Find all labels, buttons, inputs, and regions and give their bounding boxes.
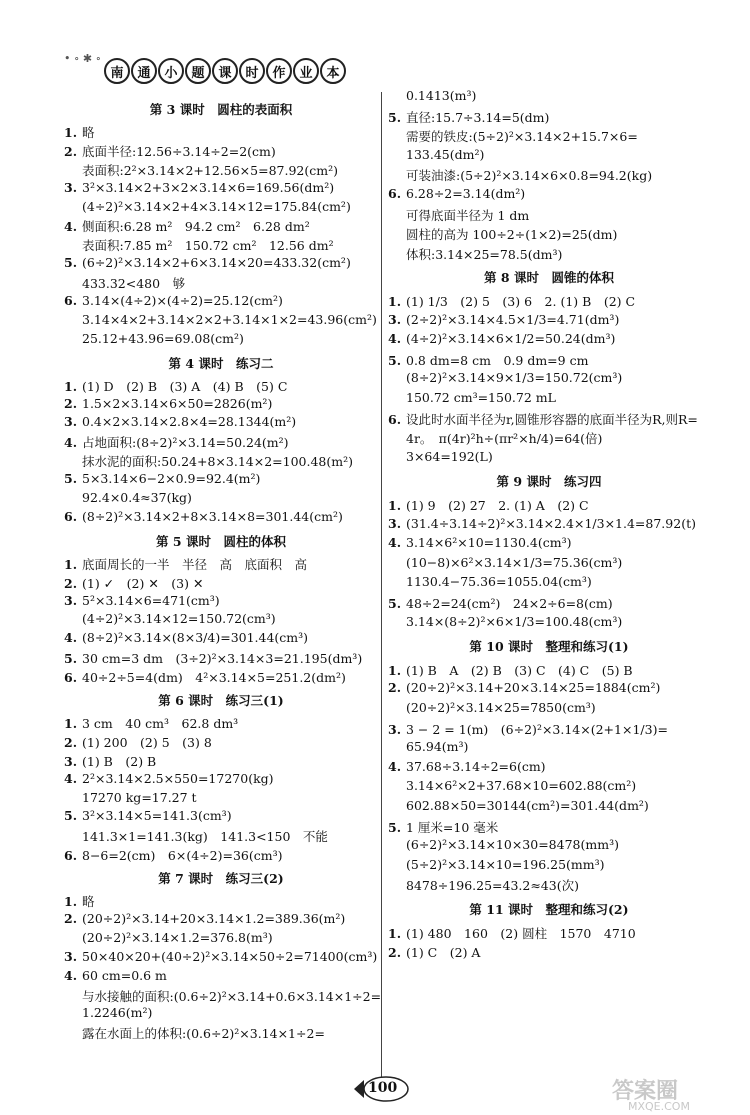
answer-line (64, 331, 244, 346)
lesson-heading: 第 7 课时 练习三(2) (158, 871, 284, 887)
question-number: 5. (64, 255, 78, 271)
answer-line (388, 720, 668, 738)
answer-text: 3²×3.14×2+3×2×3.14×6=169.56(dm²) (82, 179, 335, 195)
answer-line (64, 593, 220, 608)
answer-text: 5²×3.14×6=471(cm³) (82, 592, 220, 608)
answer-text: 8478÷196.25=43.2≈43(次) (406, 878, 579, 894)
answer-text: 133.45(dm²) (406, 146, 485, 162)
answer-text: (4÷2)²×3.14×12=150.72(cm³) (82, 611, 276, 627)
answer-line (64, 611, 276, 626)
answer-line (388, 88, 476, 103)
answer-line (64, 255, 351, 270)
answer-text: 侧面积:6.28 m² 94.2 cm² 6.28 dm² (82, 219, 310, 235)
watermark-logo: 答案圈 (612, 1079, 679, 1104)
column-divider (381, 92, 382, 1077)
answer-line (388, 370, 622, 385)
question-number: 6. (64, 293, 78, 308)
answer-text: 1 厘米=10 毫米 (406, 819, 499, 835)
question-number: 3. (388, 721, 402, 737)
answer-line (64, 668, 346, 686)
answer-line (388, 574, 592, 589)
answer-line (388, 312, 619, 327)
answer-line (388, 127, 638, 145)
answer-text: 底面半径:12.56÷3.14÷2=2(cm) (82, 143, 276, 159)
answer-text: (5÷2)²×3.14×10=196.25(mm³) (406, 856, 605, 872)
answer-line (64, 433, 289, 451)
answer-line (64, 911, 345, 926)
answer-line (64, 509, 343, 524)
answer-line (64, 649, 362, 667)
answer-line (388, 351, 588, 369)
question-number: 5. (388, 819, 402, 835)
answer-line (388, 739, 468, 754)
title-char: 作 (266, 58, 292, 84)
answer-text: 3²×3.14×5=141.3(cm³) (82, 808, 232, 824)
answer-line (64, 949, 377, 964)
title-char: 小 (158, 58, 184, 84)
question-number: 4. (388, 758, 402, 774)
lesson-heading: 第 4 课时 练习二 (168, 355, 274, 371)
answer-text: 602.88×50=30144(cm²)=301.44(dm²) (406, 798, 649, 813)
answer-line (64, 968, 167, 983)
answer-line (64, 180, 334, 195)
title-char: 课 (212, 58, 238, 84)
question-number: 1. (64, 124, 78, 140)
answer-line (388, 661, 633, 679)
answer-line (388, 516, 696, 531)
answer-line (388, 924, 636, 942)
question-number: 2. (64, 143, 78, 159)
question-number: 5. (388, 109, 402, 125)
question-number: 6. (388, 411, 402, 427)
answer-line (64, 827, 328, 845)
answer-text: (1) B A (2) B (3) C (4) C (5) B (406, 662, 633, 678)
answer-line (64, 987, 381, 1005)
answer-line (388, 108, 549, 126)
lesson-heading: 第 9 课时 练习四 (496, 474, 602, 490)
question-number: 4. (388, 331, 402, 347)
answer-text: 1.2246(m²) (82, 1005, 153, 1021)
answer-line (388, 225, 617, 243)
answer-text: 直径:15.7÷3.14=5(dm) (406, 109, 550, 125)
question-number: 4. (64, 630, 78, 646)
question-number: 4. (64, 967, 78, 983)
answer-line (64, 142, 276, 160)
answer-line (388, 206, 529, 224)
answer-line (388, 594, 613, 612)
answer-text: 占地面积:(8÷2)²×3.14=50.24(m²) (82, 435, 289, 451)
answer-line (388, 410, 698, 428)
question-number: 1. (388, 925, 402, 941)
answer-line (64, 555, 307, 573)
answer-text: 141.3×1=141.3(kg) 141.3<150 不能 (82, 829, 328, 845)
answer-text: (1) 1/3 (2) 5 (3) 6 2. (1) B (2) C (406, 294, 636, 309)
question-number: 5. (388, 352, 402, 368)
answer-line (388, 292, 635, 310)
answer-text: 25.12+43.96=69.08(cm²) (82, 330, 244, 346)
answer-text: (20÷2)²×3.14×25=7850(cm³) (406, 700, 596, 715)
answer-line (64, 396, 272, 411)
answer-line (64, 1005, 152, 1020)
answer-line (64, 808, 232, 823)
answer-line (64, 377, 287, 395)
answer-line (64, 199, 351, 214)
answer-line (64, 1024, 325, 1042)
answer-text: (1) 200 (2) 5 (3) 8 (82, 734, 212, 750)
question-number: 2. (388, 680, 402, 696)
question-number: 5. (64, 471, 78, 487)
answer-text: 圆柱的高为 100÷2÷(1×2)=25(dm) (406, 227, 618, 243)
question-number: 1. (64, 556, 78, 572)
answer-text: 4r。 π(4r)²h÷(πr²×h/4)=64(倍) (406, 431, 603, 447)
answer-line (388, 186, 525, 201)
answer-text: 40÷2÷5=4(dm) 4²×3.14×5=251.2(dm²) (82, 670, 346, 686)
answer-line (388, 759, 546, 774)
answer-text: 1.5×2×3.14×6×50=2826(m²) (82, 395, 273, 411)
answer-line (64, 274, 185, 292)
question-number: 6. (388, 186, 402, 201)
answer-line (388, 496, 589, 514)
answer-line (64, 293, 283, 308)
question-number: 3. (64, 948, 78, 964)
answer-text: 3.14×6²×10=1130.4(cm³) (406, 535, 572, 551)
answer-line (388, 680, 660, 695)
answer-line (64, 217, 310, 235)
answer-line (64, 733, 212, 751)
title-char: 本 (320, 58, 346, 84)
answer-text: 8−6=2(cm) 6×(4÷2)=36(cm³) (82, 848, 283, 864)
answer-text: (1) C (2) A (406, 945, 481, 961)
answer-line (388, 449, 493, 464)
title-char: 南 (104, 58, 130, 84)
answer-line (64, 490, 192, 505)
question-number: 1. (64, 715, 78, 731)
question-number: 4. (64, 219, 78, 235)
question-number: 5. (388, 596, 402, 611)
lesson-heading: 第 10 课时 整理和练习(1) (469, 639, 629, 655)
answer-line (64, 771, 274, 786)
title-char: 题 (185, 58, 211, 84)
answer-text: (1) 9 (2) 27 2. (1) A (2) C (406, 498, 589, 513)
question-number: 6. (64, 508, 78, 524)
lesson-heading: 第 8 课时 圆锥的体积 (484, 270, 614, 286)
answer-text: (6÷2)²×3.14×2+6×3.14×20=433.32(cm²) (82, 255, 351, 271)
answer-text: (1) 480 160 (2) 圆柱 1570 4710 (406, 925, 636, 941)
question-number: 5. (64, 651, 78, 667)
answer-line (64, 123, 95, 141)
lesson-heading: 第 5 课时 圆柱的体积 (156, 533, 286, 549)
answer-text: 3×64=192(L) (406, 448, 493, 464)
answer-line (388, 857, 605, 872)
question-number: 4. (64, 770, 78, 786)
question-number: 4. (388, 535, 402, 551)
answer-line (388, 818, 498, 836)
answer-line (64, 892, 95, 910)
answer-line (64, 930, 273, 945)
question-number: 1. (388, 294, 402, 309)
answer-text: 2²×3.14×2.5×550=17270(kg) (82, 770, 274, 786)
question-number: 1. (64, 378, 78, 394)
answer-text: 92.4×0.4≈37(kg) (82, 490, 192, 505)
answer-text: (20÷2)²×3.14+20×3.14×1.2=389.36(m²) (82, 910, 346, 926)
answer-line (64, 630, 308, 645)
answer-text: (31.4÷3.14÷2)²×3.14×2.4×1/3×1.4=87.92(t) (406, 515, 696, 531)
answer-text: 37.68÷3.14÷2=6(cm) (406, 758, 546, 774)
answer-line (388, 614, 622, 629)
book-title (104, 58, 346, 84)
answer-text: (2÷2)²×3.14×4.5×1/3=4.71(dm³) (406, 311, 620, 327)
answer-text: 150.72 cm³=150.72 mL (406, 390, 556, 405)
answer-text: 433.32<480 够 (82, 276, 186, 292)
question-number: 3. (388, 515, 402, 531)
question-number: 5. (64, 808, 78, 824)
answer-line (64, 452, 353, 470)
question-number: 3. (64, 592, 78, 608)
answer-text: 设此时水面半径为r,圆锥形容器的底面半径为R,则R= (406, 411, 698, 427)
answer-text: 60 cm=0.6 m (82, 967, 167, 983)
answer-text: 与水接触的面积:(0.6÷2)²×3.14+0.6×3.14×1÷2= (82, 988, 382, 1004)
answer-line (64, 714, 238, 732)
answer-text: 可得底面半径为 1 dm (406, 207, 530, 223)
answer-line (388, 555, 622, 570)
answer-text: 3 − 2 = 1(m) (6÷2)²×3.14×(2+1×1/3)= (406, 721, 668, 737)
question-number: 2. (64, 734, 78, 750)
answer-text: 露在水面上的体积:(0.6÷2)²×3.14×1÷2= (82, 1026, 325, 1042)
answer-line (388, 876, 579, 894)
answer-line (388, 166, 652, 184)
answer-text: (8÷2)²×3.14×2+8×3.14×8=301.44(cm²) (82, 508, 343, 524)
answer-text: (1) B (2) B (82, 753, 157, 769)
answer-text: (4÷2)²×3.14×2+4×3.14×12=175.84(cm²) (82, 198, 351, 214)
answer-text: 体积:3.14×25=78.5(dm³) (406, 246, 563, 262)
answer-text: 50×40×20+(40÷2)²×3.14×50÷2=71400(cm³) (82, 948, 378, 964)
answer-text: (4÷2)²×3.14×6×1/2=50.24(dm³) (406, 331, 616, 347)
answer-text: (8÷2)²×3.14×9×1/3=150.72(cm³) (406, 370, 623, 386)
answer-line (388, 778, 636, 793)
watermark-url: MXQE.COM (628, 1100, 690, 1113)
question-number: 6. (64, 670, 78, 686)
answer-text: 5×3.14×6−2×0.9=92.4(m²) (82, 471, 261, 487)
answer-text: (1) ✓ (2) ✕ (3) ✕ (82, 575, 204, 591)
answer-line (388, 245, 562, 263)
answer-text: 48÷2=24(cm²) 24×2÷6=8(cm) (406, 596, 613, 611)
answer-line (388, 331, 615, 346)
answer-text: (8÷2)²×3.14×(8×3/4)=301.44(cm³) (82, 630, 309, 646)
book-title-banner (64, 52, 344, 92)
answer-text: 30 cm=3 dm (3÷2)²×3.14×3=21.195(dm³) (82, 651, 363, 667)
question-number: 2. (64, 395, 78, 411)
answer-line (388, 798, 649, 813)
answer-text: (10−8)×6²×3.14×1/3=75.36(cm³) (406, 554, 623, 570)
answer-text: 表面积:2²×3.14×2+12.56×5=87.92(cm²) (82, 162, 338, 178)
answer-text: 3.14×(4÷2)×(4÷2)=25.12(cm²) (82, 293, 283, 308)
answer-text: 1130.4−75.36=1055.04(cm³) (406, 574, 592, 590)
answer-text: 需要的铁皮:(5÷2)²×3.14×2+15.7×6= (406, 129, 638, 145)
answer-line (64, 471, 260, 486)
answer-line (64, 752, 156, 770)
lesson-heading: 第 3 课时 圆柱的表面积 (149, 102, 293, 117)
question-number: 2. (64, 910, 78, 926)
lesson-heading: 第 11 课时 整理和练习(2) (469, 902, 629, 917)
answer-text: 6.28÷2=3.14(dm²) (406, 186, 526, 201)
answer-text: 略 (82, 124, 95, 140)
answer-text: 0.1413(m³) (406, 88, 477, 103)
question-number: 3. (64, 753, 78, 769)
question-number: 6. (64, 848, 78, 864)
answer-text: (20÷2)²×3.14×1.2=376.8(m³) (82, 929, 273, 945)
title-char: 业 (293, 58, 319, 84)
question-number: 1. (64, 894, 78, 909)
page-number: 100 (368, 1080, 398, 1096)
answer-text: 抹水泥的面积:50.24+8×3.14×2=100.48(m²) (82, 454, 353, 470)
question-number: 4. (64, 435, 78, 451)
answer-text: (20÷2)²×3.14+20×3.14×25=1884(cm²) (406, 680, 661, 696)
question-number: 2. (388, 945, 402, 961)
answer-line (388, 429, 602, 447)
answer-line (388, 390, 556, 405)
answer-text: 17270 kg=17.27 t (82, 789, 197, 805)
answer-line (64, 414, 296, 429)
answer-text: 3.14×4×2+3.14×2×2+3.14×1×2=43.96(cm²) (82, 311, 377, 327)
answer-text: (6÷2)²×3.14×10×30=8478(mm³) (406, 837, 619, 853)
answer-text: 3 cm 40 cm³ 62.8 dm³ (82, 715, 239, 731)
lesson-heading: 第 6 课时 练习三(1) (158, 693, 284, 708)
question-number: 1. (388, 498, 402, 513)
answer-text: 可装油漆:(5÷2)²×3.14×6×0.8=94.2(kg) (406, 168, 653, 184)
question-number: 2. (64, 575, 78, 591)
answer-line (388, 700, 596, 715)
question-number: 3. (388, 311, 402, 327)
answer-line (388, 837, 619, 852)
title-char: 通 (131, 58, 157, 84)
answer-text: 3.14×6²×2+37.68×10=602.88(cm²) (406, 778, 637, 794)
answer-line (388, 147, 484, 162)
answer-line (64, 312, 377, 327)
answer-line (64, 236, 334, 254)
answer-line (388, 535, 571, 550)
answer-text: 65.94(m³) (406, 739, 469, 755)
answer-line (64, 574, 203, 592)
decorative-dots-icon: • ∘ ✱ ∘ (64, 52, 101, 65)
answer-line (64, 790, 197, 805)
answer-line (64, 846, 282, 864)
answer-text: (1) D (2) B (3) A (4) B (5) C (82, 378, 288, 394)
question-number: 3. (64, 414, 78, 430)
answer-text: 底面周长的一半 半径 高 底面积 高 (82, 556, 308, 572)
question-number: 3. (64, 179, 78, 195)
answer-text: 0.8 dm=8 cm 0.9 dm=9 cm (406, 352, 589, 368)
answer-line (388, 943, 480, 961)
answer-text: 0.4×2×3.14×2.8×4=28.1344(m²) (82, 414, 297, 430)
answer-text: 略 (82, 894, 95, 909)
title-char: 时 (239, 58, 265, 84)
question-number: 1. (388, 662, 402, 678)
answer-text: 表面积:7.85 m² 150.72 cm² 12.56 dm² (82, 238, 334, 254)
answer-line (64, 161, 338, 179)
answer-text: 3.14×(8÷2)²×6×1/3=100.48(cm³) (406, 613, 623, 629)
